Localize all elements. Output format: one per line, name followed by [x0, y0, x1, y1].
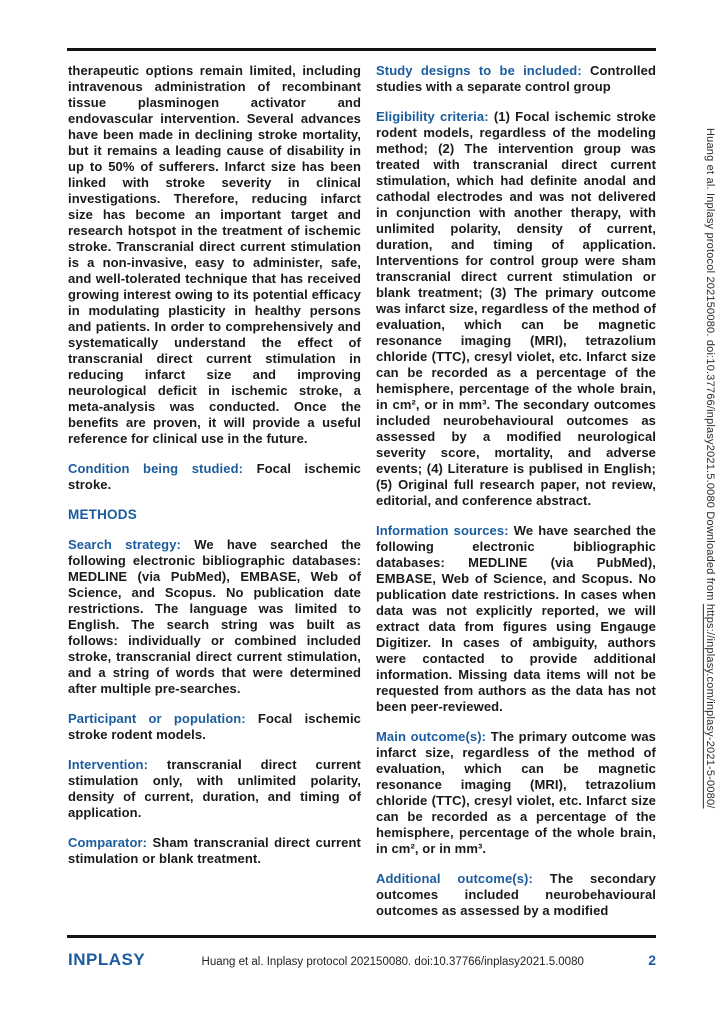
condition-paragraph	[68, 461, 361, 493]
section-label: Information sources:	[376, 523, 509, 538]
paragraph-text: We have searched the following electronic bibliographic databases: MEDLINE (via PubMed), EMBASE, Web of Science, and Scopus. No publication date restrictions. In cases when data was not explicitly reported, we will extract data from figures using Engauge Digitizer. In cases of ambiguity, authors were contacted to provide additional information. Missing data items will not be requested from authors as the data has not been peer-reviewed.	[376, 523, 656, 714]
study-designs-paragraph	[376, 63, 656, 95]
search-strategy-paragraph	[68, 537, 361, 697]
bottom-rule-divider	[67, 935, 656, 938]
paragraph-text: Sham transcranial direct current stimulation or blank treatment.	[68, 835, 361, 866]
paragraph-text: therapeutic options remain limited, including intravenous administration of recombinant tissue plasminogen activator and endovascular intervention. Several advances have been made in declining stroke mortality, but it remains a leading cause of disability in up to 50% of sufferers. Infarct size has been linked with stroke severity in clinical investigations. Therefore, reducing infarct size has become an important target and research hotspot in the treatment of ischemic stroke. Transcranial direct current stimulation is a non-invasive, easy to administer, safe, and well-tolerated technique that has received growing interest owing to its potential efficacy in modulating plasticity in healthy persons and patients. In order to comprehensively and systematically understand the effect of transcranial direct current stimulation in reducing infarct size and improving neurological deficit in ischemic stroke, a meta-analysis was conducted. Once the benefits are proven, it will provide a useful reference for clinical use in the future.	[68, 63, 361, 446]
additional-outcomes-paragraph	[376, 871, 656, 919]
section-label: Condition being studied:	[68, 461, 244, 476]
left-column	[68, 63, 361, 931]
section-label: Search strategy:	[68, 537, 181, 552]
intro-paragraph	[68, 63, 361, 447]
main-outcomes-paragraph	[376, 729, 656, 857]
intervention-paragraph	[68, 757, 361, 821]
comparator-paragraph	[68, 835, 361, 867]
page-number: 2	[648, 952, 656, 968]
section-label: Additional outcome(s):	[376, 871, 533, 886]
page-footer	[68, 950, 656, 970]
sidebar-citation	[704, 128, 716, 809]
section-label: Main outcome(s):	[376, 729, 487, 744]
paragraph-text: The secondary outcomes included neurobehavioural outcomes as assessed by a modified	[376, 871, 656, 918]
information-sources-paragraph	[376, 523, 656, 715]
paragraph-text: transcranial direct current stimulation only, with unlimited polarity, density of current, duration, and timing of application.	[68, 757, 361, 820]
section-label: Intervention:	[68, 757, 149, 772]
participant-paragraph	[68, 711, 361, 743]
section-label: Eligibility criteria:	[376, 109, 489, 124]
paragraph-text: We have searched the following electronic bibliographic databases: MEDLINE (via PubMed), EMBASE, Web of Science, and Scopus. No publication date restrictions. The language was limited to English. The search string was built as follows: individually or combined included stroke, transcranial direct current stimulation, and a string of words that were determined after multiple pre-searches.	[68, 537, 361, 696]
paragraph-text: Focal ischemic stroke rodent models.	[68, 711, 361, 742]
sidebar-download-url[interactable]: https://inplasy.com/inplasy-2021-5-0080/	[704, 603, 716, 809]
right-column	[376, 63, 656, 931]
paragraph-text: Focal ischemic stroke.	[68, 461, 361, 492]
paragraph-text: Controlled studies with a separate control group	[376, 63, 656, 94]
eligibility-criteria-paragraph	[376, 109, 656, 509]
section-label: Study designs to be included:	[376, 63, 582, 78]
section-label: Comparator:	[68, 835, 148, 850]
methods-heading: METHODS	[68, 507, 137, 522]
inplasy-logo: INPLASY	[68, 950, 146, 969]
section-label: Participant or population:	[68, 711, 246, 726]
paragraph-text: (1) Focal ischemic stroke rodent models, regardless of the modeling method; (2) The intervention group was treated with transcranial direct current stimulation, which had definite anodal and cathodal electrodes and was not delivered in conjunction with another therapy, with unlimited polarity, density of current, duration, and timing of application. Interventions for control group were sham transcranial direct current stimulation or blank treatment; (3) The primary outcome was infarct size, regardless of the method of evaluation, which can be magnetic resonance imaging (MRI), tetrazolium chloride (TTC), cresyl violet, etc. Infarct size can be recorded as a percentage of the hemisphere, percentage of the whole brain, in cm², or in mm³. The secondary outcomes included neurobehavioural outcomes as assessed by a modified neurological severity score, mortality, and adverse events; (4) Literature is publised in English; (5) Original full research paper, not review, editorial, and conference abstract.	[376, 109, 656, 508]
top-rule-divider	[67, 48, 656, 51]
two-column-body	[68, 63, 656, 931]
sidebar-citation-text: Huang et al. Inplasy protocol 202150080. doi:10.37766/inplasy2021.5.0080 Downloaded from	[704, 128, 716, 604]
paragraph-text: The primary outcome was infarct size, regardless of the method of evaluation, which can be magnetic resonance imaging (MRI), tetrazolium chloride (TTC), cresyl violet, etc. Infarct size can be recorded as a percentage of the hemisphere, percentage of the whole brain, in cm², or in mm³.	[376, 729, 656, 856]
footer-citation: Huang et al. Inplasy protocol 202150080. doi:10.37766/inplasy2021.5.0080	[201, 956, 584, 968]
